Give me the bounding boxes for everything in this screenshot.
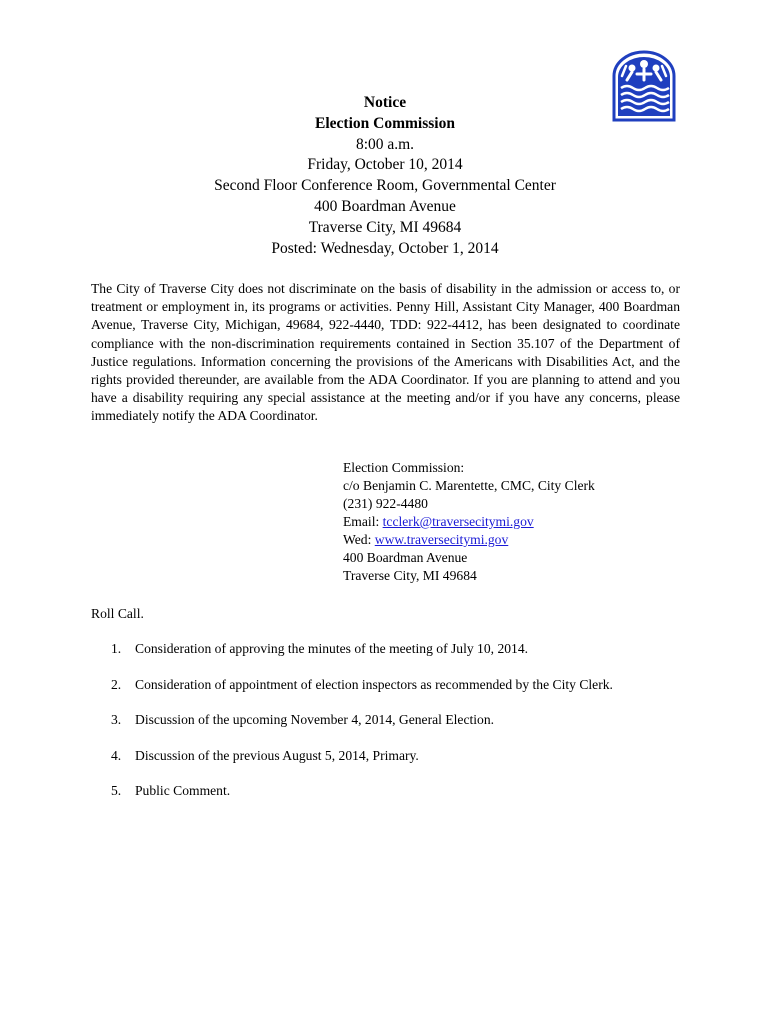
notice-header bbox=[0, 93, 770, 259]
agenda-item-number: 5. bbox=[111, 783, 122, 798]
agenda-item-number: 1. bbox=[111, 641, 122, 656]
commission-name: Election Commission bbox=[315, 114, 455, 132]
notice-title: Notice bbox=[363, 94, 407, 111]
contact-web-line bbox=[343, 531, 595, 549]
agenda-item-text: Consideration of approving the minutes of the meeting of July 10, 2014. bbox=[135, 641, 529, 656]
email-link[interactable]: tcclerk@traversecitymi.gov bbox=[382, 514, 534, 529]
contact-person: c/o Benjamin C. Marentette, CMC, City Clerk bbox=[343, 478, 595, 493]
contact-address: 400 Boardman Avenue bbox=[343, 550, 468, 565]
agenda-item bbox=[111, 747, 613, 783]
meeting-location: Second Floor Conference Room, Governmental Center bbox=[214, 177, 556, 195]
agenda-item bbox=[111, 676, 613, 712]
agenda-item-number: 2. bbox=[111, 676, 122, 692]
agenda-item-text: Consideration of appointment of election inspectors as recommended by the City Clerk. bbox=[135, 676, 613, 692]
contact-email-line bbox=[343, 513, 595, 531]
meeting-city: Traverse City, MI 49684 bbox=[308, 218, 462, 236]
meeting-time: 8:00 a.m. bbox=[355, 135, 415, 153]
meeting-date: Friday, October 10, 2014 bbox=[307, 156, 463, 174]
contact-city: Traverse City, MI 49684 bbox=[343, 568, 477, 583]
roll-call: Roll Call. bbox=[91, 606, 144, 621]
ada-statement: The City of Traverse City does not discriminate on the basis of disability in the admission or access to, or treatment or employment in, its programs or activities. Penny Hill, Assistant City Manager, 400 Boardman Avenue, Traverse City, Michigan, 49684, 922-4440, TDD: 922-4412, has been designated to coordinate compliance with the non-discrimination requirements contained in Section 35.107 of the Department of Justice regulations. Information concerning the provisions of the Americans with Disabilities Act, and the rights provided thereunder, are available from the ADA Coordinator. If you are planning to attend and you have a disability requiring any special assistance at the meeting and/or if you have any concerns, please immediately notify the ADA Coordinator. bbox=[91, 281, 680, 424]
posted-date: Posted: Wednesday, October 1, 2014 bbox=[271, 239, 499, 257]
web-label: Wed: bbox=[343, 532, 375, 547]
agenda-item bbox=[111, 640, 613, 676]
contact-block bbox=[343, 459, 595, 585]
agenda-item-text: Discussion of the upcoming November 4, 2014, General Election. bbox=[135, 712, 495, 727]
contact-org: Election Commission: bbox=[343, 460, 465, 475]
contact-phone: (231) 922-4480 bbox=[343, 496, 428, 511]
agenda-item-number: 4. bbox=[111, 747, 122, 763]
agenda-item-text: Discussion of the previous August 5, 2014, Primary. bbox=[135, 747, 419, 763]
agenda-list bbox=[111, 640, 613, 818]
agenda-item bbox=[111, 782, 613, 818]
web-link[interactable]: www.traversecitymi.gov bbox=[374, 532, 509, 547]
email-label: Email: bbox=[343, 514, 383, 529]
meeting-address: 400 Boardman Avenue bbox=[314, 197, 456, 215]
agenda-item bbox=[111, 711, 613, 747]
agenda-item-number: 3. bbox=[111, 712, 122, 727]
agenda-item-text: Public Comment. bbox=[135, 783, 231, 798]
